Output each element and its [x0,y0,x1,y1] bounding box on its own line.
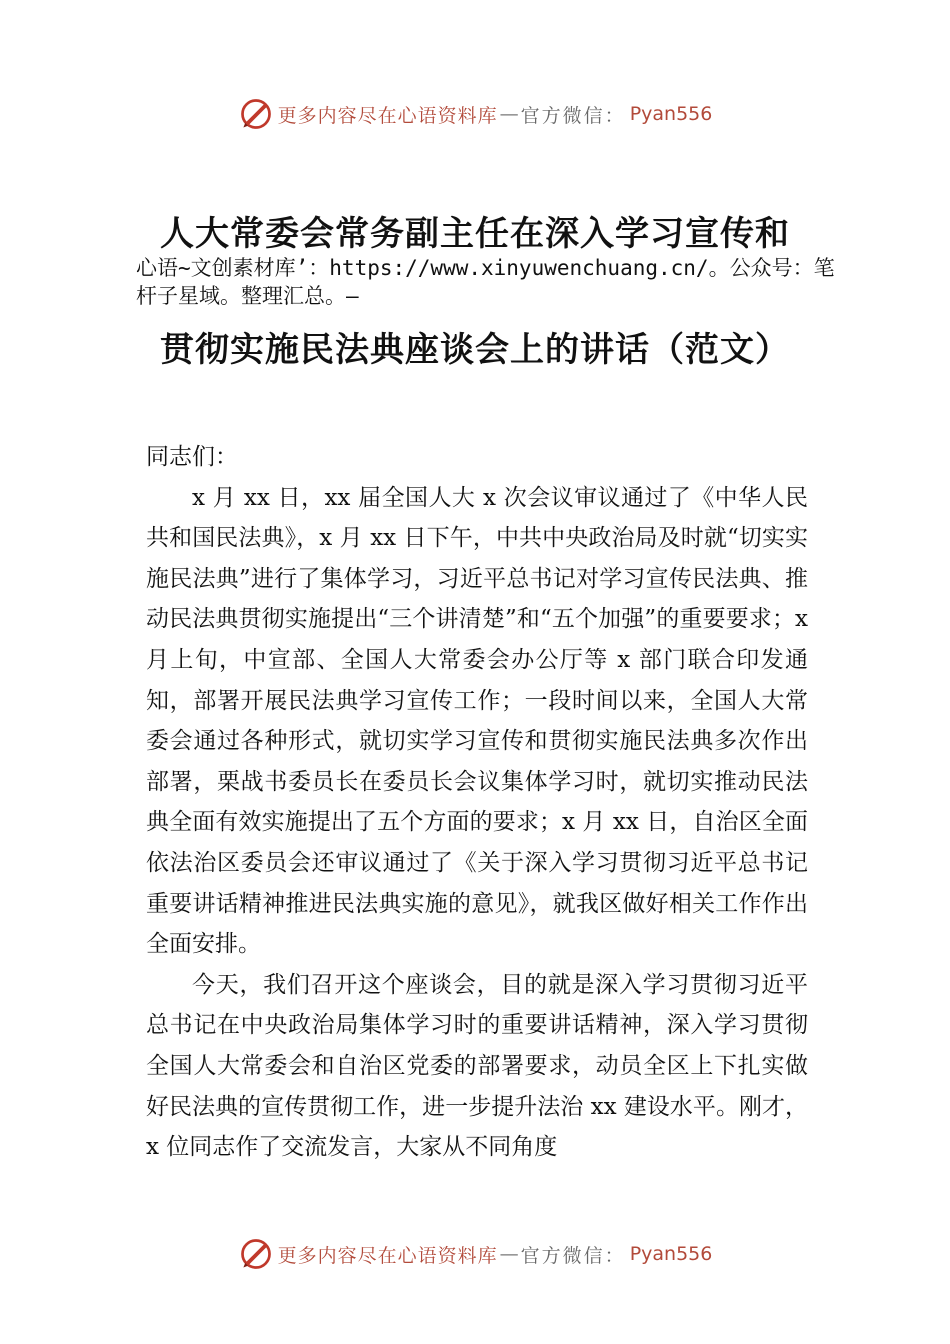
banner-separator: — [499,103,519,125]
banner-wechat-label: 官方微信： [520,104,626,127]
greeting: 同志们： [146,444,238,470]
banner-wechat-id: Pyan556 [629,1243,713,1265]
banner-wechat-label: 官方微信： [520,1244,626,1267]
document-title-line2: 贯彻实施民法典座谈会上的讲话（范文） [160,330,790,370]
paragraph-1: x 月 xx 日，xx 届全国人大 x 次会议审议通过了《中华人民共和国民法典》，x 月 xx 日下午，中共中央政治局及时就“切实实施民法典”进行了集体学习，习近平总书记对学习宣传民法典、推动民法典贯彻实施提出“三个讲清楚”和“五个加强”的重要要求；x 月上旬，中宣部、全国人大常委会办公厅等 x 部门联合印发通知，部署开展民法典学习宣传工作；一段时间以来，全国人大常委会通过各种形式，就切实学习宣传和贯彻实施民法典多次作出部署，栗战书委员长在委员长会议集体学习时，就切实推动民法典全面有效实施提出了五个方面的要求；x 月 xx 日，自治区全面依法治区委员会还审议通过了《关于深入学习贯彻习近平总书记重要讲话精神推进民法典实施的意见》，就我区做好相关工作作出全面安排。 [146,484,808,958]
banner-wechat-id: Pyan556 [629,103,713,125]
banner-text: 更多内容尽在心语资料库 [277,1244,498,1267]
source-note: 心语~文创素材库’：https://www.xinyuwenchuang.cn/。公众号：笔杆子星域。整理汇总。— [136,256,835,308]
document-title-line1: 人大常委会常务副主任在深入学习宣传和 [160,214,790,254]
pen-logo-icon [238,96,274,132]
banner-separator: — [499,1243,519,1265]
paragraph-2: 今天，我们召开这个座谈会，目的就是深入学习贯彻习近平总书记在中央政治局集体学习时的重要讲话精神，深入学习贯彻全国人大常委会和自治区党委的部署要求，动员全区上下扎实做好民法典的宣传贯彻工作，进一步提升法治 xx 建设水平。刚才，x 位同志作了交流发言，大家从不同角度 [146,971,808,1161]
banner-text: 更多内容尽在心语资料库 [277,104,498,127]
document-body [146,437,808,1168]
header-banner [0,92,950,136]
footer-banner [0,1232,950,1276]
pen-logo-icon [238,1236,274,1272]
